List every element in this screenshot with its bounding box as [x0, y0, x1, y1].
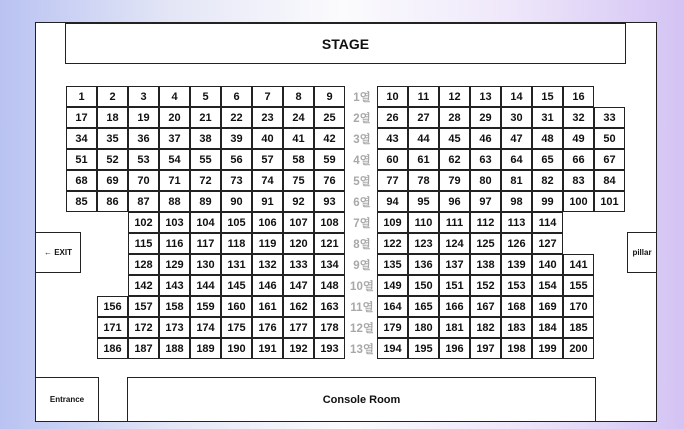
seat[interactable]: 65 [532, 149, 563, 170]
seat[interactable]: 103 [159, 212, 190, 233]
seat[interactable]: 10 [377, 86, 408, 107]
row-label: 6열 [353, 196, 371, 209]
seat[interactable]: 100 [563, 191, 594, 212]
seat[interactable]: 81 [501, 170, 532, 191]
seat[interactable]: 135 [377, 254, 408, 275]
seat[interactable]: 25 [314, 107, 345, 128]
seat[interactable]: 111 [439, 212, 470, 233]
seat[interactable]: 194 [377, 338, 408, 359]
seat[interactable]: 101 [594, 191, 625, 212]
row-label: 3열 [353, 133, 371, 146]
seat[interactable]: 41 [283, 128, 314, 149]
seat[interactable]: 120 [283, 233, 314, 254]
seat[interactable]: 166 [439, 296, 470, 317]
seat[interactable]: 152 [470, 275, 501, 296]
seat[interactable]: 142 [128, 275, 159, 296]
seat[interactable]: 9 [314, 86, 345, 107]
seat[interactable]: 89 [190, 191, 221, 212]
seat[interactable]: 71 [159, 170, 190, 191]
seat[interactable]: 75 [283, 170, 314, 191]
seat[interactable]: 90 [221, 191, 252, 212]
seat[interactable]: 49 [563, 128, 594, 149]
entrance-label: Entrance [49, 395, 85, 404]
exit-label: ← EXIT [43, 248, 72, 257]
seat[interactable]: 47 [501, 128, 532, 149]
seat[interactable]: 97 [470, 191, 501, 212]
seat[interactable]: 185 [563, 317, 594, 338]
seat[interactable]: 175 [221, 317, 252, 338]
seat[interactable]: 131 [221, 254, 252, 275]
row-label: 12열 [350, 322, 374, 335]
seat[interactable]: 63 [470, 149, 501, 170]
seat[interactable]: 30 [501, 107, 532, 128]
stage-label: STAGE [321, 35, 370, 52]
seat[interactable]: 45 [439, 128, 470, 149]
seat[interactable]: 153 [501, 275, 532, 296]
seat[interactable]: 197 [470, 338, 501, 359]
seat[interactable]: 155 [563, 275, 594, 296]
seat[interactable]: 182 [470, 317, 501, 338]
seat[interactable]: 34 [66, 128, 97, 149]
seat[interactable]: 15 [532, 86, 563, 107]
row-label: 9열 [353, 259, 371, 272]
seat[interactable]: 58 [283, 149, 314, 170]
seat[interactable]: 98 [501, 191, 532, 212]
stage [65, 23, 626, 64]
seat[interactable]: 136 [408, 254, 439, 275]
seat[interactable]: 70 [128, 170, 159, 191]
pillar-label: pillar [632, 248, 652, 257]
seat[interactable]: 27 [408, 107, 439, 128]
seat[interactable]: 74 [252, 170, 283, 191]
seat[interactable]: 171 [97, 317, 128, 338]
seat[interactable]: 59 [314, 149, 345, 170]
seat[interactable]: 156 [97, 296, 128, 317]
seat[interactable]: 193 [314, 338, 345, 359]
seat[interactable]: 7 [252, 86, 283, 107]
seat[interactable]: 180 [408, 317, 439, 338]
seat[interactable]: 141 [563, 254, 594, 275]
seat[interactable]: 132 [252, 254, 283, 275]
seat[interactable]: 200 [563, 338, 594, 359]
seat[interactable]: 83 [563, 170, 594, 191]
seat[interactable]: 133 [283, 254, 314, 275]
seat[interactable]: 86 [97, 191, 128, 212]
seat[interactable]: 113 [501, 212, 532, 233]
seat[interactable]: 179 [377, 317, 408, 338]
seat[interactable]: 85 [66, 191, 97, 212]
seat[interactable]: 55 [190, 149, 221, 170]
seat[interactable]: 109 [377, 212, 408, 233]
seat[interactable]: 189 [190, 338, 221, 359]
seat[interactable]: 187 [128, 338, 159, 359]
seat[interactable]: 158 [159, 296, 190, 317]
seat[interactable]: 169 [532, 296, 563, 317]
seat[interactable]: 66 [563, 149, 594, 170]
seat[interactable]: 14 [501, 86, 532, 107]
seat[interactable]: 46 [470, 128, 501, 149]
seat[interactable]: 139 [501, 254, 532, 275]
seat[interactable]: 82 [532, 170, 563, 191]
seat[interactable]: 178 [314, 317, 345, 338]
seat[interactable]: 22 [221, 107, 252, 128]
seat[interactable]: 168 [501, 296, 532, 317]
seat[interactable]: 160 [221, 296, 252, 317]
seat[interactable]: 60 [377, 149, 408, 170]
seat[interactable]: 2 [97, 86, 128, 107]
seat[interactable]: 174 [190, 317, 221, 338]
seat[interactable]: 40 [252, 128, 283, 149]
seat[interactable]: 148 [314, 275, 345, 296]
seat[interactable]: 147 [283, 275, 314, 296]
seat[interactable]: 172 [128, 317, 159, 338]
seat[interactable]: 164 [377, 296, 408, 317]
seat[interactable]: 16 [563, 86, 594, 107]
seat[interactable]: 150 [408, 275, 439, 296]
seat[interactable]: 117 [190, 233, 221, 254]
console-room-label: Console Room [322, 393, 401, 406]
seat[interactable]: 99 [532, 191, 563, 212]
seat[interactable]: 138 [470, 254, 501, 275]
seat[interactable]: 146 [252, 275, 283, 296]
seat[interactable]: 56 [221, 149, 252, 170]
seat[interactable]: 94 [377, 191, 408, 212]
seat[interactable]: 125 [470, 233, 501, 254]
seat[interactable]: 69 [97, 170, 128, 191]
seat[interactable]: 106 [252, 212, 283, 233]
seat[interactable]: 18 [97, 107, 128, 128]
seat[interactable]: 43 [377, 128, 408, 149]
seat[interactable]: 38 [190, 128, 221, 149]
seat[interactable]: 64 [501, 149, 532, 170]
seat[interactable]: 92 [283, 191, 314, 212]
seat[interactable]: 5 [190, 86, 221, 107]
seat[interactable]: 31 [532, 107, 563, 128]
seat[interactable]: 162 [283, 296, 314, 317]
seat[interactable]: 127 [532, 233, 563, 254]
seat[interactable]: 124 [439, 233, 470, 254]
seat[interactable]: 183 [501, 317, 532, 338]
seat[interactable]: 44 [408, 128, 439, 149]
seat[interactable]: 39 [221, 128, 252, 149]
seat[interactable]: 19 [128, 107, 159, 128]
seat[interactable]: 199 [532, 338, 563, 359]
seat[interactable]: 12 [439, 86, 470, 107]
seat[interactable]: 157 [128, 296, 159, 317]
seat[interactable]: 96 [439, 191, 470, 212]
seat[interactable]: 165 [408, 296, 439, 317]
row-label: 5열 [353, 175, 371, 188]
seat[interactable]: 37 [159, 128, 190, 149]
seat[interactable]: 42 [314, 128, 345, 149]
seat[interactable]: 137 [439, 254, 470, 275]
seat[interactable]: 159 [190, 296, 221, 317]
seat[interactable]: 188 [159, 338, 190, 359]
seat[interactable]: 79 [439, 170, 470, 191]
seat[interactable]: 95 [408, 191, 439, 212]
seat[interactable]: 88 [159, 191, 190, 212]
seat[interactable]: 11 [408, 86, 439, 107]
seat[interactable]: 29 [470, 107, 501, 128]
seat[interactable]: 4 [159, 86, 190, 107]
row-label: 13열 [350, 343, 374, 356]
seat[interactable]: 128 [128, 254, 159, 275]
seat[interactable]: 1 [66, 86, 97, 107]
seat[interactable]: 57 [252, 149, 283, 170]
seat[interactable]: 35 [97, 128, 128, 149]
seat[interactable]: 134 [314, 254, 345, 275]
seat[interactable]: 161 [252, 296, 283, 317]
seat[interactable]: 48 [532, 128, 563, 149]
seat[interactable]: 17 [66, 107, 97, 128]
seat[interactable]: 105 [221, 212, 252, 233]
seat[interactable]: 163 [314, 296, 345, 317]
seat[interactable]: 54 [159, 149, 190, 170]
seat[interactable]: 170 [563, 296, 594, 317]
seat[interactable]: 50 [594, 128, 625, 149]
seat[interactable]: 151 [439, 275, 470, 296]
seat[interactable]: 140 [532, 254, 563, 275]
row-label: 8열 [353, 238, 371, 251]
seat[interactable]: 184 [532, 317, 563, 338]
seat[interactable]: 33 [594, 107, 625, 128]
seat[interactable]: 77 [377, 170, 408, 191]
seat[interactable]: 73 [221, 170, 252, 191]
seat[interactable]: 145 [221, 275, 252, 296]
seat[interactable]: 173 [159, 317, 190, 338]
seat[interactable]: 61 [408, 149, 439, 170]
seat[interactable]: 24 [283, 107, 314, 128]
seat[interactable]: 123 [408, 233, 439, 254]
seat[interactable]: 190 [221, 338, 252, 359]
row-label: 11열 [350, 301, 374, 314]
row-label: 2열 [353, 112, 371, 125]
seat[interactable]: 68 [66, 170, 97, 191]
seat[interactable]: 20 [159, 107, 190, 128]
seat[interactable]: 104 [190, 212, 221, 233]
seat[interactable]: 13 [470, 86, 501, 107]
seat[interactable]: 122 [377, 233, 408, 254]
seat[interactable]: 87 [128, 191, 159, 212]
seat[interactable]: 80 [470, 170, 501, 191]
seat[interactable]: 36 [128, 128, 159, 149]
seat[interactable]: 3 [128, 86, 159, 107]
exit-sign [35, 232, 81, 273]
seat[interactable]: 126 [501, 233, 532, 254]
row-label: 1열 [353, 91, 371, 104]
seat[interactable]: 8 [283, 86, 314, 107]
entrance [35, 377, 99, 422]
seat[interactable]: 195 [408, 338, 439, 359]
seat[interactable]: 112 [470, 212, 501, 233]
seat[interactable]: 51 [66, 149, 97, 170]
seat[interactable]: 192 [283, 338, 314, 359]
seat[interactable]: 144 [190, 275, 221, 296]
seat[interactable]: 67 [594, 149, 625, 170]
seat[interactable]: 186 [97, 338, 128, 359]
seat[interactable]: 114 [532, 212, 563, 233]
seat[interactable]: 52 [97, 149, 128, 170]
row-label: 10열 [350, 280, 374, 293]
seat[interactable]: 118 [221, 233, 252, 254]
seat[interactable]: 28 [439, 107, 470, 128]
seat[interactable]: 93 [314, 191, 345, 212]
seat[interactable]: 62 [439, 149, 470, 170]
seat[interactable]: 143 [159, 275, 190, 296]
seat[interactable]: 84 [594, 170, 625, 191]
seat[interactable]: 129 [159, 254, 190, 275]
row-label: 7열 [353, 217, 371, 230]
seat[interactable]: 23 [252, 107, 283, 128]
seat[interactable]: 119 [252, 233, 283, 254]
seat[interactable]: 196 [439, 338, 470, 359]
seat[interactable]: 177 [283, 317, 314, 338]
seat[interactable]: 102 [128, 212, 159, 233]
seat[interactable]: 167 [470, 296, 501, 317]
seat[interactable]: 181 [439, 317, 470, 338]
seat[interactable]: 130 [190, 254, 221, 275]
seat[interactable]: 53 [128, 149, 159, 170]
seat[interactable]: 32 [563, 107, 594, 128]
row-label: 4열 [353, 154, 371, 167]
seat[interactable]: 116 [159, 233, 190, 254]
seat[interactable]: 91 [252, 191, 283, 212]
seat[interactable]: 198 [501, 338, 532, 359]
seat[interactable]: 115 [128, 233, 159, 254]
seat[interactable]: 191 [252, 338, 283, 359]
console-room [127, 377, 596, 422]
seat[interactable]: 78 [408, 170, 439, 191]
seat[interactable]: 26 [377, 107, 408, 128]
seat[interactable]: 110 [408, 212, 439, 233]
seat[interactable]: 21 [190, 107, 221, 128]
seat[interactable]: 176 [252, 317, 283, 338]
seat[interactable]: 121 [314, 233, 345, 254]
seat[interactable]: 6 [221, 86, 252, 107]
seat[interactable]: 76 [314, 170, 345, 191]
pillar [627, 232, 657, 273]
seat[interactable]: 107 [283, 212, 314, 233]
seat[interactable]: 149 [377, 275, 408, 296]
seat[interactable]: 72 [190, 170, 221, 191]
seat[interactable]: 108 [314, 212, 345, 233]
seat[interactable]: 154 [532, 275, 563, 296]
